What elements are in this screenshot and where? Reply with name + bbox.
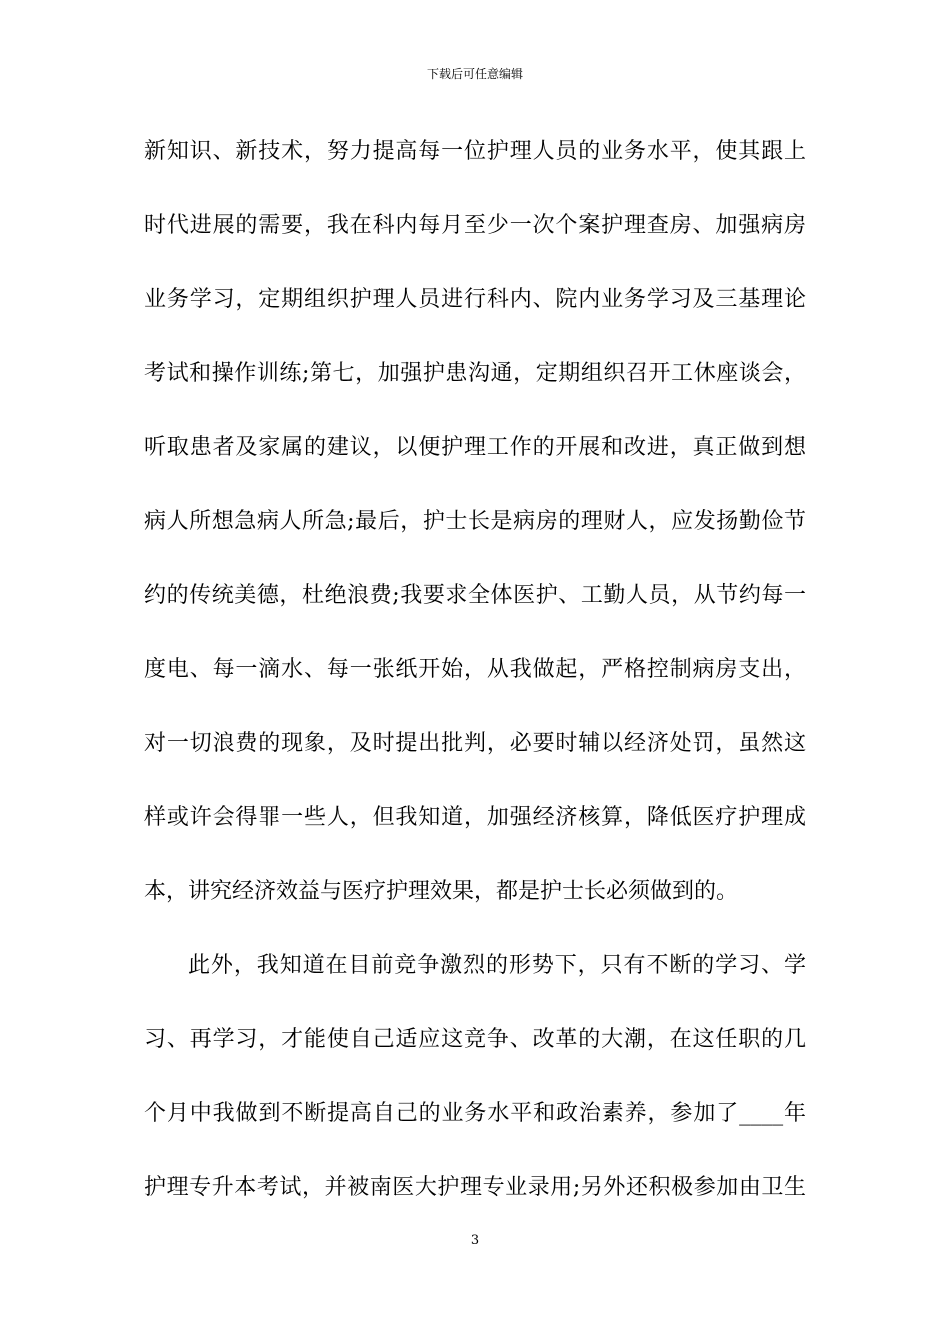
text-line: 个月中我做到不断提高自己的业务水平和政治素养，参加了____年 bbox=[144, 1101, 806, 1126]
text-line: 时代进展的需要，我在科内每月至少一次个案护理查房、加强病房 bbox=[144, 213, 806, 238]
document-body bbox=[144, 126, 806, 1236]
page-header: 下载后可任意编辑 bbox=[426, 67, 523, 81]
text-line: 考试和操作训练;第七，加强护患沟通，定期组织召开工休座谈会， bbox=[144, 361, 806, 386]
text-line: 病人所想急病人所急;最后，护士长是病房的理财人，应发扬勤俭节 bbox=[144, 509, 806, 534]
text-line: 护理专升本考试，并被南医大护理专业录用;另外还积极参加由卫生 bbox=[144, 1175, 806, 1200]
page-number: 3 bbox=[470, 1233, 480, 1248]
paragraph-2 bbox=[144, 940, 806, 1236]
text-line: 样或许会得罪一些人，但我知道，加强经济核算，降低医疗护理成 bbox=[144, 805, 806, 830]
text-line: 此外，我知道在目前竞争激烈的形势下，只有不断的学习、学 bbox=[188, 953, 806, 978]
text-line: 听取患者及家属的建议，以便护理工作的开展和改进，真正做到想 bbox=[144, 435, 806, 460]
text-line: 习、再学习，才能使自己适应这竞争、改革的大潮，在这任职的几 bbox=[144, 1027, 806, 1052]
text-line: 新知识、新技术，努力提高每一位护理人员的业务水平，使其跟上 bbox=[144, 139, 806, 164]
text-line: 约的传统美德，杜绝浪费;我要求全体医护、工勤人员，从节约每一 bbox=[144, 583, 806, 608]
text-line: 度电、每一滴水、每一张纸开始，从我做起，严格控制病房支出， bbox=[144, 657, 806, 682]
text-line: 业务学习，定期组织护理人员进行科内、院内业务学习及三基理论 bbox=[144, 287, 806, 312]
paragraph-1 bbox=[144, 126, 806, 940]
text-line: 本，讲究经济效益与医疗护理效果，都是护士长必须做到的。 bbox=[144, 879, 739, 904]
text-line: 对一切浪费的现象，及时提出批判，必要时辅以经济处罚，虽然这 bbox=[144, 731, 806, 756]
